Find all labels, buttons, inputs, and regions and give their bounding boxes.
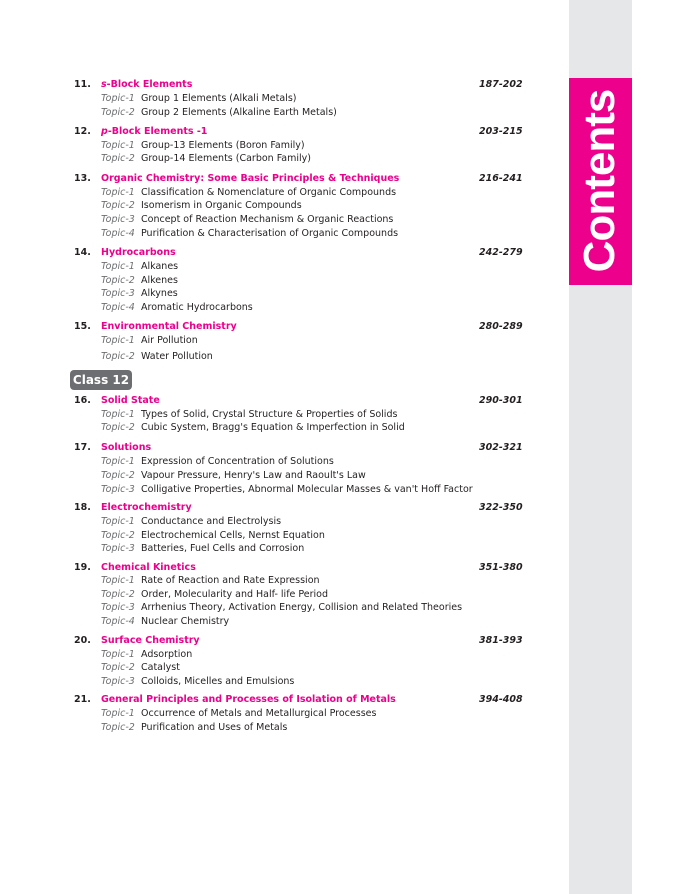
topic-name: Types of Solid, Crystal Structure & Properties of Solids xyxy=(141,409,398,420)
topic-row xyxy=(101,483,473,497)
chapter-number: 19. xyxy=(74,562,91,573)
chapter-pages: 242-279 xyxy=(479,247,523,258)
topic-label: Topic-1 xyxy=(101,187,135,198)
chapter-pages: 322-350 xyxy=(479,502,523,513)
topic-label: Topic-1 xyxy=(101,93,135,104)
topic-label: Topic-3 xyxy=(101,676,135,687)
topic-row xyxy=(101,421,405,435)
topic-name: Isomerism in Organic Compounds xyxy=(141,200,302,211)
topic-row xyxy=(101,469,366,483)
topic-label: Topic-2 xyxy=(101,589,135,600)
topic-name: Purification and Uses of Metals xyxy=(141,722,288,733)
topic-row xyxy=(101,515,281,529)
topic-name: Order, Molecularity and Half- life Period xyxy=(141,589,329,600)
topic-row xyxy=(101,301,253,315)
chapter-number: 15. xyxy=(74,321,91,332)
topic-name: Vapour Pressure, Henry's Law and Raoult's Law xyxy=(141,470,366,481)
topic-row xyxy=(101,542,304,556)
topic-row xyxy=(101,675,294,689)
topic-name: Alkynes xyxy=(141,288,178,299)
chapter-title-text: Chemical Kinetics xyxy=(101,562,196,573)
chapter-row[interactable] xyxy=(0,501,569,515)
chapter-title-text: Solutions xyxy=(101,442,152,453)
topic-row xyxy=(101,152,311,166)
chapter-number: 12. xyxy=(74,126,91,137)
topic-row xyxy=(101,455,334,469)
topic-name: Group-14 Elements (Carbon Family) xyxy=(141,153,311,164)
chapter-row[interactable] xyxy=(0,441,569,455)
chapter-title-text: General Principles and Processes of Isolation of Metals xyxy=(101,694,396,705)
topic-row xyxy=(101,588,328,602)
topic-label: Topic-1 xyxy=(101,261,135,272)
topic-name: Water Pollution xyxy=(141,351,213,362)
chapter-title[interactable] xyxy=(101,693,396,707)
topic-label: Topic-1 xyxy=(101,708,135,719)
chapter-pages: 351-380 xyxy=(479,562,523,573)
contents-banner-title: Contents xyxy=(575,89,624,273)
topic-label: Topic-2 xyxy=(101,351,135,362)
topic-row xyxy=(101,199,302,213)
topic-name: Conductance and Electrolysis xyxy=(141,516,282,527)
chapter-title[interactable] xyxy=(101,125,207,139)
topic-name: Nuclear Chemistry xyxy=(141,616,230,627)
chapter-pages: 290-301 xyxy=(479,395,523,406)
chapter-title[interactable] xyxy=(101,561,196,575)
chapter-pages: 203-215 xyxy=(479,126,523,137)
topic-name: Group-13 Elements (Boron Family) xyxy=(141,140,305,151)
topic-name: Colloids, Micelles and Emulsions xyxy=(141,676,295,687)
topic-name: Electrochemical Cells, Nernst Equation xyxy=(141,530,325,541)
topic-row xyxy=(101,287,178,301)
chapter-title[interactable] xyxy=(101,501,192,515)
topic-row xyxy=(101,227,398,241)
chapter-row[interactable] xyxy=(0,78,569,92)
chapter-pages: 394-408 xyxy=(479,694,523,705)
chapter-pages: 302-321 xyxy=(479,442,523,453)
topic-label: Topic-2 xyxy=(101,422,135,433)
topic-name: Group 1 Elements (Alkali Metals) xyxy=(141,93,297,104)
topic-name: Classification & Nomenclature of Organic Compounds xyxy=(141,187,397,198)
topic-row xyxy=(101,260,178,274)
topic-name: Concept of Reaction Mechanism & Organic Reactions xyxy=(141,214,394,225)
chapter-title-text: Organic Chemistry: Some Basic Principles & Techniques xyxy=(101,173,400,184)
topic-label: Topic-1 xyxy=(101,140,135,151)
chapter-title-text: -Block Elements -1 xyxy=(107,126,208,137)
topic-row xyxy=(101,574,320,588)
topic-label: Topic-4 xyxy=(101,228,135,239)
topic-label: Topic-1 xyxy=(101,335,135,346)
topic-name: Aromatic Hydrocarbons xyxy=(141,302,253,313)
chapter-row[interactable] xyxy=(0,394,569,408)
topic-name: Rate of Reaction and Rate Expression xyxy=(141,575,320,586)
chapter-title-text: Electrochemistry xyxy=(101,502,192,513)
chapter-row[interactable] xyxy=(0,125,569,139)
chapter-title-text: Environmental Chemistry xyxy=(101,321,237,332)
chapter-title[interactable] xyxy=(101,441,151,455)
chapter-number: 16. xyxy=(74,395,91,406)
topic-label: Topic-2 xyxy=(101,200,135,211)
topic-name: Cubic System, Bragg's Equation & Imperfection in Solid xyxy=(141,422,405,433)
topic-row xyxy=(101,139,305,153)
chapter-number: 17. xyxy=(74,442,91,453)
chapter-title-text: Solid State xyxy=(101,395,160,406)
chapter-number: 18. xyxy=(74,502,91,513)
chapter-pages: 381-393 xyxy=(479,635,523,646)
topic-label: Topic-1 xyxy=(101,649,135,660)
topic-name: Adsorption xyxy=(141,649,193,660)
chapter-number: 20. xyxy=(74,635,91,646)
topic-name: Catalyst xyxy=(141,662,180,673)
chapter-pages: 187-202 xyxy=(479,79,523,90)
topic-name: Alkenes xyxy=(141,275,178,286)
topic-label: Topic-4 xyxy=(101,302,135,313)
topic-label: Topic-2 xyxy=(101,722,135,733)
chapter-title[interactable] xyxy=(101,634,200,648)
chapter-title[interactable] xyxy=(101,320,237,334)
chapter-row[interactable] xyxy=(0,246,569,260)
topic-label: Topic-1 xyxy=(101,516,135,527)
topic-label: Topic-3 xyxy=(101,288,135,299)
topic-label: Topic-1 xyxy=(101,456,135,467)
chapter-pages: 216-241 xyxy=(479,173,523,184)
topic-label: Topic-2 xyxy=(101,275,135,286)
topic-row xyxy=(101,529,325,543)
topic-row xyxy=(101,648,192,662)
chapter-row[interactable] xyxy=(0,561,569,575)
chapter-title[interactable] xyxy=(101,246,176,260)
topic-label: Topic-3 xyxy=(101,484,135,495)
topic-name: Batteries, Fuel Cells and Corrosion xyxy=(141,543,305,554)
topic-name: Group 2 Elements (Alkaline Earth Metals) xyxy=(141,107,337,118)
topic-name: Occurrence of Metals and Metallurgical Processes xyxy=(141,708,377,719)
topic-label: Topic-2 xyxy=(101,470,135,481)
chapter-title[interactable] xyxy=(101,394,160,408)
topic-label: Topic-3 xyxy=(101,214,135,225)
topic-name: Expression of Concentration of Solutions xyxy=(141,456,334,467)
chapter-title-text: Hydrocarbons xyxy=(101,247,176,258)
chapter-title-text: Surface Chemistry xyxy=(101,635,200,646)
topic-name: Purification & Characterisation of Organic Compounds xyxy=(141,228,399,239)
topic-label: Topic-1 xyxy=(101,575,135,586)
chapter-title-prefix: s xyxy=(101,79,107,90)
topic-row xyxy=(101,213,393,227)
chapter-title[interactable] xyxy=(101,78,192,92)
chapter-row[interactable] xyxy=(0,634,569,648)
topic-row xyxy=(101,334,198,348)
topic-name: Alkanes xyxy=(141,261,179,272)
chapter-number: 13. xyxy=(74,173,91,184)
chapter-row[interactable] xyxy=(0,693,569,707)
topic-row xyxy=(101,601,462,615)
topic-row xyxy=(101,615,229,629)
topic-row xyxy=(101,350,213,364)
topic-name: Air Pollution xyxy=(141,335,198,346)
topic-row xyxy=(101,408,397,422)
topic-label: Topic-2 xyxy=(101,107,135,118)
topic-name: Arrhenius Theory, Activation Energy, Collision and Related Theories xyxy=(141,602,463,613)
class-12-badge: Class 12 xyxy=(70,370,132,390)
topic-label: Topic-3 xyxy=(101,602,135,613)
topic-label: Topic-2 xyxy=(101,662,135,673)
chapter-number: 21. xyxy=(74,694,91,705)
topic-row xyxy=(101,186,396,200)
topic-row xyxy=(101,274,178,288)
topic-row xyxy=(101,661,180,675)
chapter-number: 14. xyxy=(74,247,91,258)
topic-row xyxy=(101,106,337,120)
chapter-number: 11. xyxy=(74,79,91,90)
topic-label: Topic-3 xyxy=(101,543,135,554)
topic-row xyxy=(101,721,287,735)
topic-label: Topic-2 xyxy=(101,530,135,541)
topic-row xyxy=(101,92,297,106)
chapter-row[interactable] xyxy=(0,172,569,186)
chapter-title-prefix: p xyxy=(101,126,108,137)
topic-name: Colligative Properties, Abnormal Molecular Masses & van't Hoff Factor xyxy=(141,484,473,495)
chapter-title[interactable] xyxy=(101,172,399,186)
topic-label: Topic-1 xyxy=(101,409,135,420)
chapter-pages: 280-289 xyxy=(479,321,523,332)
topic-row xyxy=(101,707,376,721)
chapter-row[interactable] xyxy=(0,320,569,334)
topic-label: Topic-2 xyxy=(101,153,135,164)
topic-label: Topic-4 xyxy=(101,616,135,627)
chapter-title-text: -Block Elements xyxy=(106,79,193,90)
